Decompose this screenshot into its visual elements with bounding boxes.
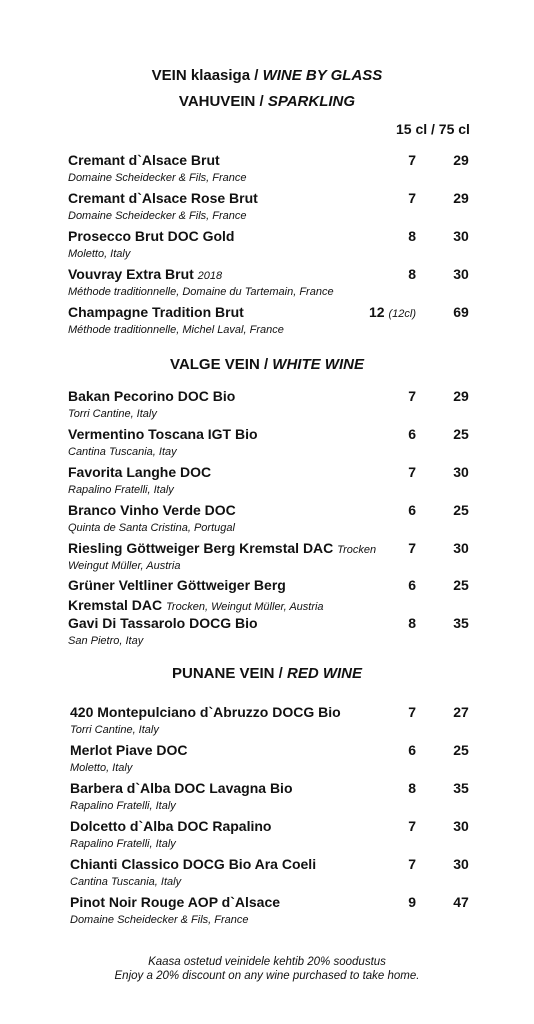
sparkling-heading-en: SPARKLING [267, 93, 356, 110]
price-15cl: 6 [408, 426, 416, 442]
wine-producer: Domaine Scheidecker & Fils, France [68, 210, 247, 222]
price-75cl: 25 [453, 742, 469, 758]
price-75cl: 30 [453, 856, 469, 872]
price-75cl: 25 [453, 577, 469, 593]
price-75cl: 25 [453, 502, 469, 518]
price-15cl: 8 [408, 228, 416, 244]
wine-producer: Trocken, Weingut Müller, Austria [166, 601, 324, 613]
wine-producer: Rapalino Fratelli, Italy [70, 800, 176, 812]
wine-item [0, 855, 534, 891]
wine-item [0, 576, 534, 612]
price-75cl: 29 [453, 152, 469, 168]
wine-producer: Domaine Scheidecker & Fils, France [68, 172, 247, 184]
price-75cl: 25 [453, 426, 469, 442]
wine-name: Prosecco Brut DOC Gold [68, 228, 235, 244]
wine-name: Dolcetto d`Alba DOC Rapalino [70, 818, 272, 834]
pour-size-note: (12cl) [388, 308, 416, 320]
wine-producer: Torri Cantine, Italy [68, 408, 157, 420]
price-15cl: 9 [408, 894, 416, 910]
menu-title-et: VEIN klaasiga / [151, 67, 263, 84]
menu-title-en: WINE BY GLASS [262, 67, 383, 84]
wine-producer: Moletto, Italy [68, 248, 131, 260]
price-75cl: 27 [453, 704, 469, 720]
wine-producer: Domaine Scheidecker & Fils, France [70, 914, 249, 926]
price-75cl: 35 [453, 780, 469, 796]
wine-name: Branco Vinho Verde DOC [68, 502, 236, 518]
menu-title [0, 67, 534, 84]
wine-name: Favorita Langhe DOC [68, 464, 212, 480]
wine-producer: Rapalino Fratelli, Italy [68, 484, 174, 496]
price-15cl: 8 [408, 615, 416, 631]
wine-producer: Moletto, Italy [70, 762, 133, 774]
wine-name: Vouvray Extra Brut 2018 [68, 266, 223, 282]
wine-producer: Méthode traditionnelle, Domaine du Tartemain, France [68, 286, 334, 298]
wine-item [0, 303, 534, 339]
price-75cl: 30 [453, 818, 469, 834]
wine-producer: San Pietro, Itay [68, 635, 144, 647]
wine-item [0, 817, 534, 853]
wine-name: Gavi Di Tassarolo DOCG Bio [68, 615, 258, 631]
wine-name: Merlot Piave DOC [70, 742, 188, 758]
wine-item [0, 189, 534, 225]
price-column-header: 15 cl / 75 cl [396, 121, 470, 137]
wine-item [0, 741, 534, 777]
discount-note-et: Kaasa ostetud veinidele kehtib 20% soodustus [148, 956, 386, 968]
price-15cl: 6 [408, 502, 416, 518]
price-15cl: 7 [408, 818, 416, 834]
red-wine-heading: PUNANE VEIN / RED WINE [171, 665, 363, 682]
price-75cl: 30 [453, 266, 469, 282]
price-75cl: 30 [453, 228, 469, 244]
white-wine-heading: VALGE VEIN / WHITE WINE [170, 356, 364, 373]
price-75cl: 30 [453, 464, 469, 480]
price-75cl: 29 [453, 190, 469, 206]
wine-item [0, 614, 534, 650]
wine-name-continued: Kremstal DAC Trocken, Weingut Müller, Austria [68, 597, 324, 613]
wine-name: Champagne Tradition Brut [68, 304, 244, 320]
wine-item [0, 501, 534, 537]
sparkling-heading [0, 93, 534, 110]
price-15cl: 7 [408, 704, 416, 720]
wine-item [0, 387, 534, 423]
price-15cl: 7 [408, 856, 416, 872]
price-15cl: 12 (12cl) [369, 304, 416, 320]
price-75cl: 69 [453, 304, 469, 320]
wine-item [0, 265, 534, 301]
wine-name: 420 Montepulciano d`Abruzzo DOCG Bio [70, 704, 341, 720]
price-15cl: 7 [408, 388, 416, 404]
wine-name: Riesling Göttweiger Berg Kremstal DAC Trocken [68, 540, 377, 556]
wine-item [0, 893, 534, 929]
wine-producer: Méthode traditionnelle, Michel Laval, France [68, 324, 284, 336]
vintage-note: 2018 [197, 270, 223, 282]
wine-name: Bakan Pecorino DOC Bio [68, 388, 236, 404]
price-75cl: 30 [453, 540, 469, 556]
wine-producer: Rapalino Fratelli, Italy [70, 838, 176, 850]
wine-producer: Quinta de Santa Cristina, Portugal [68, 522, 235, 534]
wine-name: Cremant d`Alsace Brut [68, 152, 220, 168]
wine-producer: Cantina Tuscania, Itay [68, 446, 177, 458]
price-75cl: 29 [453, 388, 469, 404]
wine-name: Cremant d`Alsace Rose Brut [68, 190, 258, 206]
wine-item [0, 151, 534, 187]
price-15cl: 7 [408, 540, 416, 556]
wine-item [0, 463, 534, 499]
wine-item [0, 779, 534, 815]
wine-name: Chianti Classico DOCG Bio Ara Coeli [70, 856, 317, 872]
wine-name: Grüner Veltliner Göttweiger Berg [68, 577, 286, 593]
price-15cl: 7 [408, 190, 416, 206]
discount-note-en: Enjoy a 20% discount on any wine purchased to take home. [114, 970, 420, 982]
price-75cl: 35 [453, 615, 469, 631]
style-note: Trocken [337, 544, 377, 556]
price-15cl: 6 [408, 742, 416, 758]
wine-producer: Cantina Tuscania, Italy [70, 876, 182, 888]
price-75cl: 47 [453, 894, 469, 910]
wine-name: Pinot Noir Rouge AOP d`Alsace [70, 894, 281, 910]
wine-item [0, 539, 534, 575]
wine-name: Barbera d`Alba DOC Lavagna Bio [70, 780, 293, 796]
wine-item [0, 425, 534, 461]
wine-producer: Weingut Müller, Austria [68, 560, 181, 572]
price-15cl: 7 [408, 464, 416, 480]
wine-item [0, 227, 534, 263]
wine-name: Vermentino Toscana IGT Bio [68, 426, 258, 442]
wine-item [0, 703, 534, 739]
price-15cl: 7 [408, 152, 416, 168]
price-15cl: 8 [408, 266, 416, 282]
sparkling-heading-et: VAHUVEIN / [178, 93, 268, 110]
price-15cl: 8 [408, 780, 416, 796]
price-15cl: 6 [408, 577, 416, 593]
wine-producer: Torri Cantine, Italy [70, 724, 159, 736]
